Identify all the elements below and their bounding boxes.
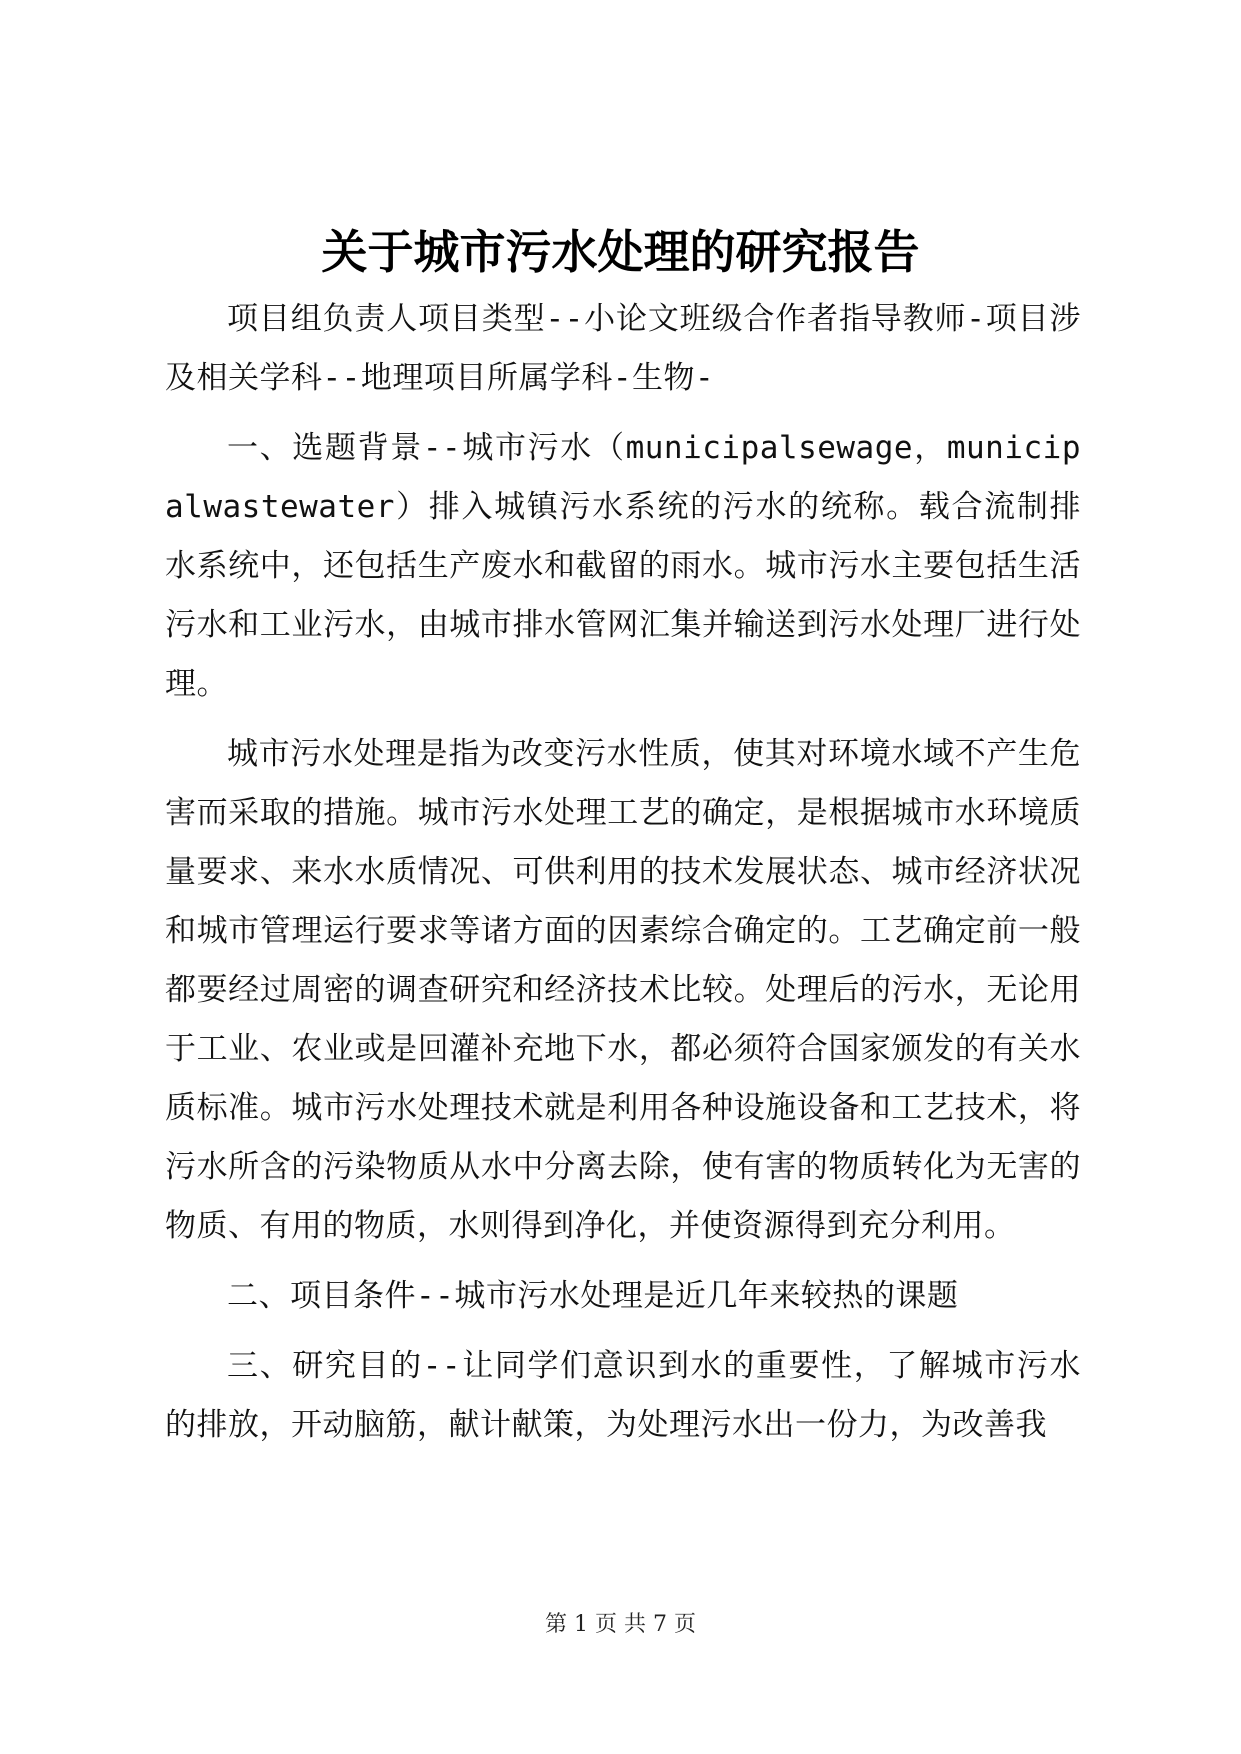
document-title: 关于城市污水处理的研究报告 xyxy=(321,225,920,279)
paragraph-background: 一、选题背景--城市污水（municipalsewage，municipalwastewater）排入城镇污水系统的污水的统称。载合流制排水系统中，还包括生产废水和截留的雨水。城市污水主要包括生活污水和工业污水，由城市排水管网汇集并输送到污水处理厂进行处理。 xyxy=(165,430,1081,702)
paragraph-project-conditions: 二、项目条件--城市污水处理是近几年来较热的课题 xyxy=(227,1278,959,1314)
page-footer: 第 1 页 共 7 页 xyxy=(545,1612,696,1637)
paragraph-research-purpose: 三、研究目的--让同学们意识到水的重要性，了解城市污水的排放，开动脑筋，献计献策，为处理污水出一份力，为改善我 xyxy=(165,1348,1081,1443)
paragraph-project-info: 项目组负责人项目类型--小论文班级合作者指导教师-项目涉及相关学科--地理项目所属学科-生物- xyxy=(165,301,1081,396)
document-body xyxy=(165,290,1081,1466)
paragraph-treatment-definition: 城市污水处理是指为改变污水性质，使其对环境水域不产生危害而采取的措施。城市污水处理工艺的确定，是根据城市水环境质量要求、来水水质情况、可供利用的技术发展状态、城市经济状况和城市管理运行要求等诸方面的因素综合确定的。工艺确定前一般都要经过周密的调查研究和经济技术比较。处理后的污水，无论用于工业、农业或是回灌补充地下水，都必须符合国家颁发的有关水质标准。城市污水处理技术就是利用各种设施设备和工艺技术，将污水所含的污染物质从水中分离去除，使有害的物质转化为无害的物质、有用的物质，水则得到净化，并使资源得到充分利用。 xyxy=(165,736,1081,1244)
